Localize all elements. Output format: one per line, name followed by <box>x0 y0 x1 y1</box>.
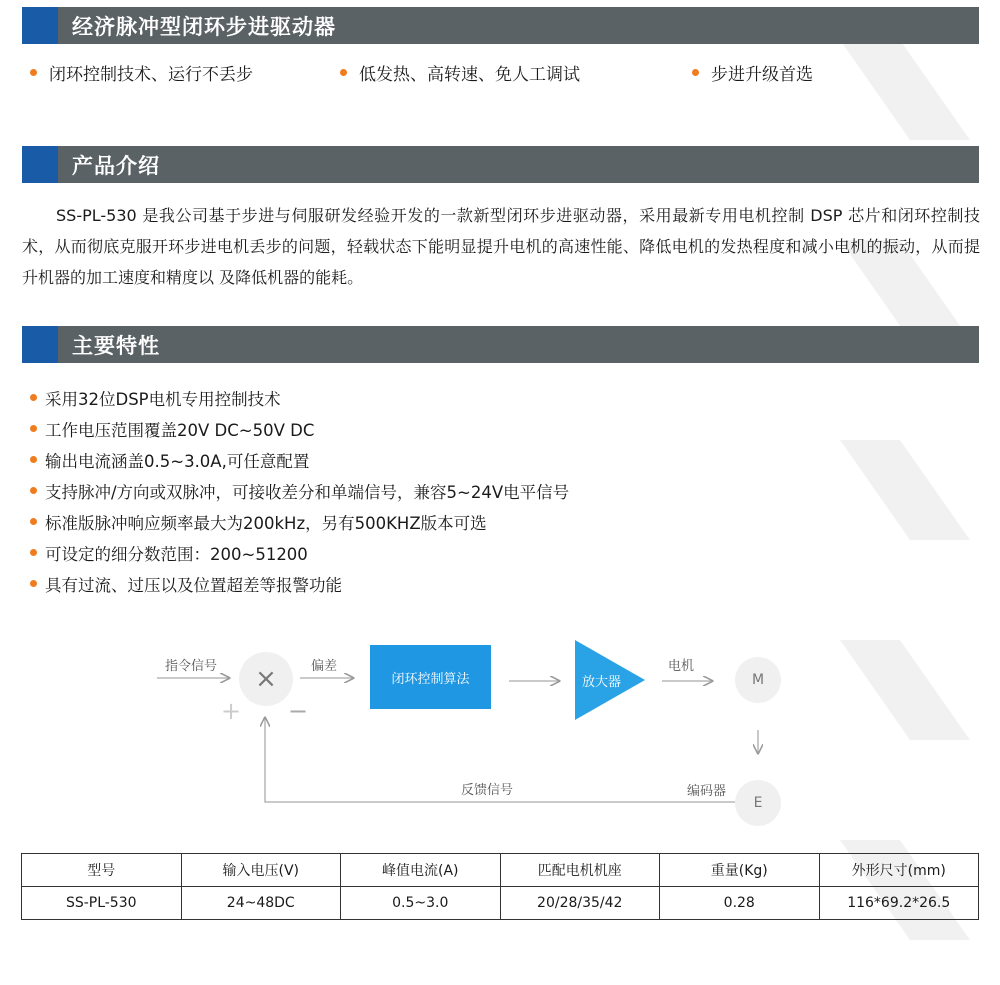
section-accent <box>22 7 58 44</box>
bullet-icon <box>340 69 347 76</box>
amplifier-label: 放大器 <box>582 675 622 690</box>
motor-label: 电机 <box>668 659 695 674</box>
feedback-label: 反馈信号 <box>461 783 514 798</box>
feature-text: 具有过流、过压以及位置超差等报警功能 <box>45 575 342 595</box>
table-cell: SS-PL-530 <box>22 887 182 920</box>
table-cell: 0.28 <box>660 887 820 920</box>
multiply-icon: × <box>255 664 277 694</box>
encoder-label: 编码器 <box>687 784 727 799</box>
feature-text: 工作电压范围覆盖20V DC~50V DC <box>45 420 315 440</box>
table-header-cell: 重量(Kg) <box>660 854 820 887</box>
highlight-text: 低发热、高转速、免人工调试 <box>359 65 580 85</box>
bullet-icon <box>30 580 37 587</box>
feature-text: 采用32位DSP电机专用控制技术 <box>45 389 281 409</box>
feature-item <box>30 444 569 475</box>
motor-circle: M <box>735 657 781 703</box>
feature-list <box>30 382 569 599</box>
bullet-icon <box>30 69 37 76</box>
highlight-text: 闭环控制技术、运行不丢步 <box>49 65 253 85</box>
table-header-cell: 峰值电流(A) <box>341 854 501 887</box>
feature-item <box>30 537 569 568</box>
section-accent <box>22 146 58 183</box>
input-label: 指令信号 <box>165 659 218 674</box>
section-header-features <box>22 326 979 363</box>
table-cell: 116*69.2*26.5 <box>819 887 979 920</box>
feature-item <box>30 382 569 413</box>
features-title: 主要特性 <box>72 333 160 358</box>
table-header-cell: 匹配电机机座 <box>500 854 660 887</box>
table-header-cell: 外形尺寸(mm) <box>819 854 979 887</box>
highlight-item <box>692 60 813 85</box>
section-header-intro <box>22 146 979 183</box>
spec-table <box>21 853 979 920</box>
table-header-cell: 输入电压(V) <box>181 854 341 887</box>
feature-text: 可设定的细分数范围：200~51200 <box>45 544 308 564</box>
highlights <box>30 60 970 86</box>
section-header-product <box>22 7 979 44</box>
product-title: 经济脉冲型闭环步进驱动器 <box>72 14 336 39</box>
feature-text: 标准版脉冲响应频率最大为200kHz，另有500KHZ版本可选 <box>45 513 487 533</box>
feature-text: 输出电流涵盖0.5~3.0A,可任意配置 <box>45 451 310 471</box>
bullet-icon <box>30 456 37 463</box>
intro-paragraph: SS-PL-530 是我公司基于步进与伺服研发经验开发的一款新型闭环步进驱动器，采用最新专用电机控制 DSP 芯片和闭环控制技术，从而彻底克服开环步进电机丢步的问题，轻载状态下能明显提升电机的高速性能、降低电机的发热程度和减小电机的振动，从而提升机器的加工速度和精度以 及降低机器的能耗。 <box>22 206 980 287</box>
minus-sign: − <box>288 697 309 725</box>
table-cell: 0.5~3.0 <box>341 887 501 920</box>
feature-item <box>30 475 569 506</box>
feature-item <box>30 506 569 537</box>
feature-item <box>30 413 569 444</box>
feature-text: 支持脉冲/方向或双脉冲，可接收差分和单端信号，兼容5~24V电平信号 <box>45 482 570 502</box>
bullet-icon <box>30 425 37 432</box>
highlight-text: 步进升级首选 <box>711 65 813 85</box>
bullet-icon <box>30 549 37 556</box>
table-cell: 20/28/35/42 <box>500 887 660 920</box>
highlight-item <box>340 60 580 85</box>
control-loop-diagram <box>145 625 795 835</box>
section-accent <box>22 326 58 363</box>
feature-item <box>30 568 569 599</box>
intro-title: 产品介绍 <box>72 153 160 178</box>
table-row <box>22 887 979 920</box>
plus-sign: + <box>221 697 242 725</box>
bullet-icon <box>692 69 699 76</box>
table-header-cell: 型号 <box>22 854 182 887</box>
error-label: 偏差 <box>311 659 338 674</box>
bullet-icon <box>30 518 37 525</box>
bullet-icon <box>30 487 37 494</box>
table-header-row <box>22 854 979 887</box>
bullet-icon <box>30 394 37 401</box>
encoder-circle: E <box>735 780 781 826</box>
table-cell: 24~48DC <box>181 887 341 920</box>
summing-junction <box>239 652 293 706</box>
controller-block: 闭环控制算法 <box>370 645 491 709</box>
highlight-item <box>30 60 253 85</box>
